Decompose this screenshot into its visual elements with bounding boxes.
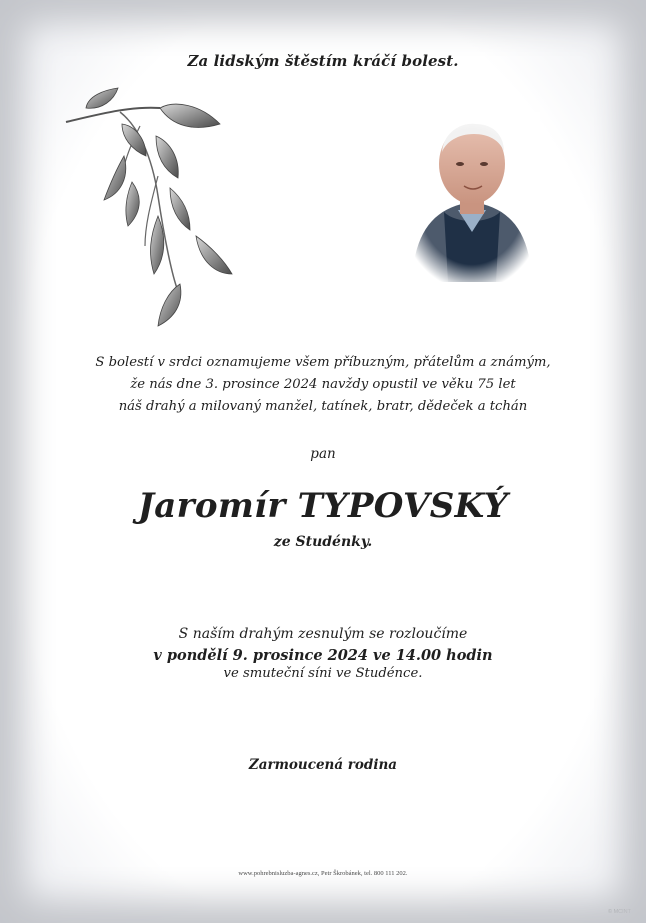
announcement-text (0, 352, 646, 418)
title-pan: pan (310, 446, 336, 462)
farewell-line-3: ve smuteční síni ve Studénce. (223, 666, 423, 681)
farewell-line-2: v pondělí 9. prosince 2024 ve 14.00 hodin (153, 647, 493, 664)
motto: Za lidským štěstím kráčí bolest. (187, 52, 459, 70)
deceased-portrait-photo (404, 112, 540, 282)
deceased-name: Jaromír TYPOVSKÝ (137, 486, 509, 526)
funeral-service-footer: www.pohrebnisluzba-agnes.cz, Petr Škrobánek, tel. 800 111 202. (238, 870, 408, 877)
farewell-line-1: S naším drahým zesnulým se rozloučíme (178, 626, 468, 642)
copyright-mark: © MCINT (608, 909, 631, 915)
leaf-branch-decoration (60, 86, 240, 331)
signature-family: Zarmoucená rodina (248, 757, 398, 773)
deceased-origin: ze Studénky. (273, 534, 373, 550)
announcement-line-3: náš drahý a milovaný manžel, tatínek, bratr, dědeček a tchán (118, 399, 528, 414)
announcement-line-2: že nás dne 3. prosince 2024 navždy opustil ve věku 75 let (130, 377, 516, 392)
announcement-line-1: S bolestí v srdci oznamujeme všem příbuzným, přátelům a známým, (95, 355, 551, 370)
